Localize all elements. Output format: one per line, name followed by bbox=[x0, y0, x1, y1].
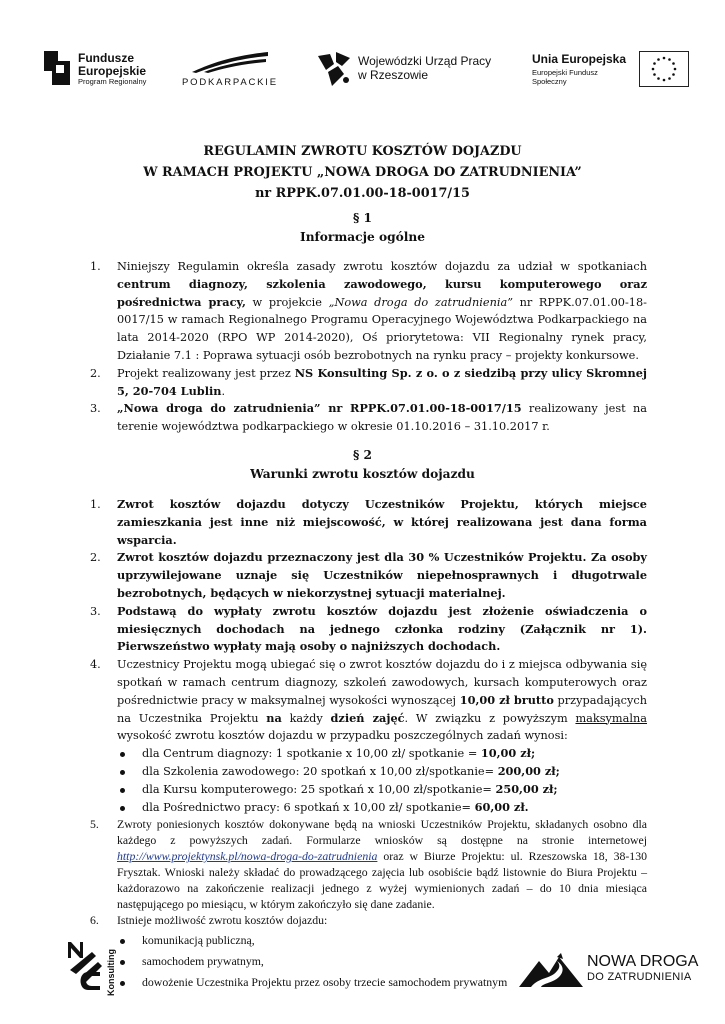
wup-line2: w Rzeszowie bbox=[358, 68, 429, 82]
list-item: 2. Zwrot kosztów dojazdu przeznaczony jest dla 30 % Uczestników Projektu. Za osoby uprzywilejowane uznaje się Uczestników niepełnosprawnych i długotrwale bezrobotnych, będących w niekorzystnej sytuacji materialnej. bbox=[90, 550, 647, 600]
section2-list bbox=[90, 496, 647, 993]
ue-line1: Unia Europejska bbox=[532, 52, 627, 66]
section1-title: Informacje ogólne bbox=[300, 230, 425, 244]
ns-brand-name: Konsulting bbox=[106, 949, 116, 996]
nd-line1: NOWA DROGA bbox=[587, 953, 699, 970]
wup-logo bbox=[316, 44, 491, 94]
mountain-road-icon bbox=[517, 947, 585, 993]
fe-line1: Fundusze bbox=[78, 51, 134, 66]
bullet-icon bbox=[120, 788, 125, 793]
title-line3: nr RPPK.07.01.00-18-0017/15 bbox=[255, 186, 470, 201]
podkarpackie-name: PODKARPACKIE bbox=[182, 77, 278, 88]
bullet-icon bbox=[120, 770, 125, 775]
list-item: dla Kursu komputerowego: 25 spotkań x 10,00 zł/spotkanie= 250,00 zł; bbox=[90, 781, 647, 799]
nowa-droga-logo bbox=[517, 947, 702, 993]
fe-line2: Europejskie bbox=[78, 64, 147, 79]
list-item: samochodem prywatnym, bbox=[90, 951, 647, 972]
list-item: 4. Uczestnicy Projektu mogą ubiegać się o zwrot kosztów dojazdu do i z miejsca odbywania się spotkań w ramach centrum diagnozy, szkoleń zawodowych, kursach komputerowych oraz pośrednictwie pracy w maksymalnej wysokości wynoszącej 10,00 zł brutto przypadających na Uczestnika Projektu na każdy dzień zajęć. W związku z powyższym maksymalna wysokość zwrotu kosztów dojazdu w przypadku poszczególnych zadań wynosi: bbox=[90, 658, 647, 743]
podkarpackie-logo bbox=[182, 44, 278, 94]
ue-line2: Europejski Fundusz Społeczny bbox=[532, 68, 598, 86]
list-item: komunikacją publiczną, bbox=[90, 930, 647, 951]
bullet-icon bbox=[120, 806, 125, 811]
ns-konsulting-logo bbox=[62, 930, 132, 1000]
title-line2: W RAMACH PROJEKTU „NOWA DROGA DO ZATRUDNIENIA” bbox=[143, 165, 582, 180]
document-title bbox=[0, 141, 725, 204]
section2-para: § 2 bbox=[352, 448, 373, 462]
list-item: dowożenie Uczestnika Projektu przez osoby trzecie samochodem prywatnym bbox=[90, 972, 647, 993]
list-item: dla Szkolenia zawodowego: 20 spotkań x 10,00 zł/spotkanie= 200,00 zł; bbox=[90, 763, 647, 781]
wup-mark-icon bbox=[316, 50, 352, 88]
list-item: 1. Niniejszy Regulamin określa zasady zwrotu kosztów dojazdu za udział w spotkaniach centrum diagnozy, szkolenia zawodowego, kursu komputerowego oraz pośrednictwa pracy, w projekcie „Nowa droga do zatrudnienia” nr RPPK.07.01.00-18-0017/15 w ramach Regionalnego Programu Operacyjnego Województwa Podkarpackiego na lata 2014-2020 (RPO WP 2014-2020), Oś priorytetowa: VII Regionalny rynek pracy, Działanie 7.1 : Poprawa sytuacji osób bezrobotnych na rynku pracy – projekty konkursowe. bbox=[90, 260, 647, 362]
ns-mark-icon bbox=[62, 930, 132, 1000]
list-item: 5. Zwroty poniesionych kosztów dokonywane będą na wnioski Uczestników Projektu, składanych osobno dla każdego z powyższych zadań. Formularze wniosków są dostępne na stronie internetowej http://www.projektynsk.pl/nowa-droga-do-zatrudnienia oraz w Biurze Projektu: ul. Rzeszowska 18, 38-130 Frysztak. Wnioski należy składać do prowadzącego zajęcia lub osobiście bądź listownie do Biura Projektu – każdorazowo na zakończenie realizacji jednego z wyżej wymienionych zadań – do 10 dnia miesiąca następującego po miesiącu, w którym zakończyło się dane zadanie. bbox=[90, 817, 647, 912]
eu-flag-icon bbox=[639, 51, 689, 87]
section2-title: Warunki zwrotu kosztów dojazdu bbox=[250, 467, 475, 481]
section1-list bbox=[90, 258, 647, 436]
title-line1: REGULAMIN ZWROTU KOSZTÓW DOJAZDU bbox=[203, 144, 522, 159]
list-item: 1. Zwrot kosztów dojazdu dotyczy Uczestników Projektu, których miejsce zamieszkania jest inne niż miejscowość, w której realizowana jest dana forma wsparcia. bbox=[90, 497, 647, 547]
list-item: 3. „Nowa droga do zatrudnienia” nr RPPK.07.01.00-18-0017/15 realizowany jest na terenie województwa podkarpackiego w okresie 01.10.2016 – 31.10.2017 r. bbox=[90, 401, 648, 434]
podkarpackie-mark-icon bbox=[190, 50, 270, 74]
cost-breakdown-list bbox=[90, 745, 647, 816]
bullet-icon bbox=[120, 752, 125, 757]
fe-line3: Program Regionalny bbox=[78, 76, 147, 86]
list-item: dla Centrum diagnozy: 1 spotkanie x 10,00 zł/ spotkanie = 10,00 zł; bbox=[90, 745, 647, 763]
unia-europejska-logo bbox=[532, 44, 689, 94]
header-logos bbox=[44, 44, 689, 94]
project-website-link[interactable]: http://www.projektynsk.pl/nowa-droga-do-zatrudnienia bbox=[117, 849, 378, 864]
nd-line2: DO ZATRUDNIENIA bbox=[587, 970, 692, 983]
section1-para: § 1 bbox=[352, 211, 373, 225]
section1-heading bbox=[0, 209, 725, 247]
fe-mark-icon bbox=[44, 51, 72, 87]
section2-heading bbox=[0, 446, 725, 484]
wup-line1: Wojewódzki Urząd Pracy bbox=[358, 54, 492, 69]
list-item: dla Pośrednictwo pracy: 6 spotkań x 10,00 zł/ spotkanie= 60,00 zł. bbox=[90, 799, 647, 817]
list-item: 6. Istnieje możliwość zwrotu kosztów dojazdu: bbox=[90, 913, 328, 928]
list-item: 3. Podstawą do wypłaty zwrotu kosztów dojazdu jest złożenie oświadczenia o miesięcznych dochodach na jednego członka rodziny (Załącznik nr 1). Pierwszeństwo wypłaty mają osoby o najniższych dochodach. bbox=[90, 603, 647, 654]
fundusze-europejskie-logo bbox=[44, 44, 146, 94]
list-item: 2. Projekt realizowany jest przez NS Konsulting Sp. z o. o z siedzibą przy ulicy Skromnej 5, 20-704 Lublin. bbox=[90, 365, 648, 398]
